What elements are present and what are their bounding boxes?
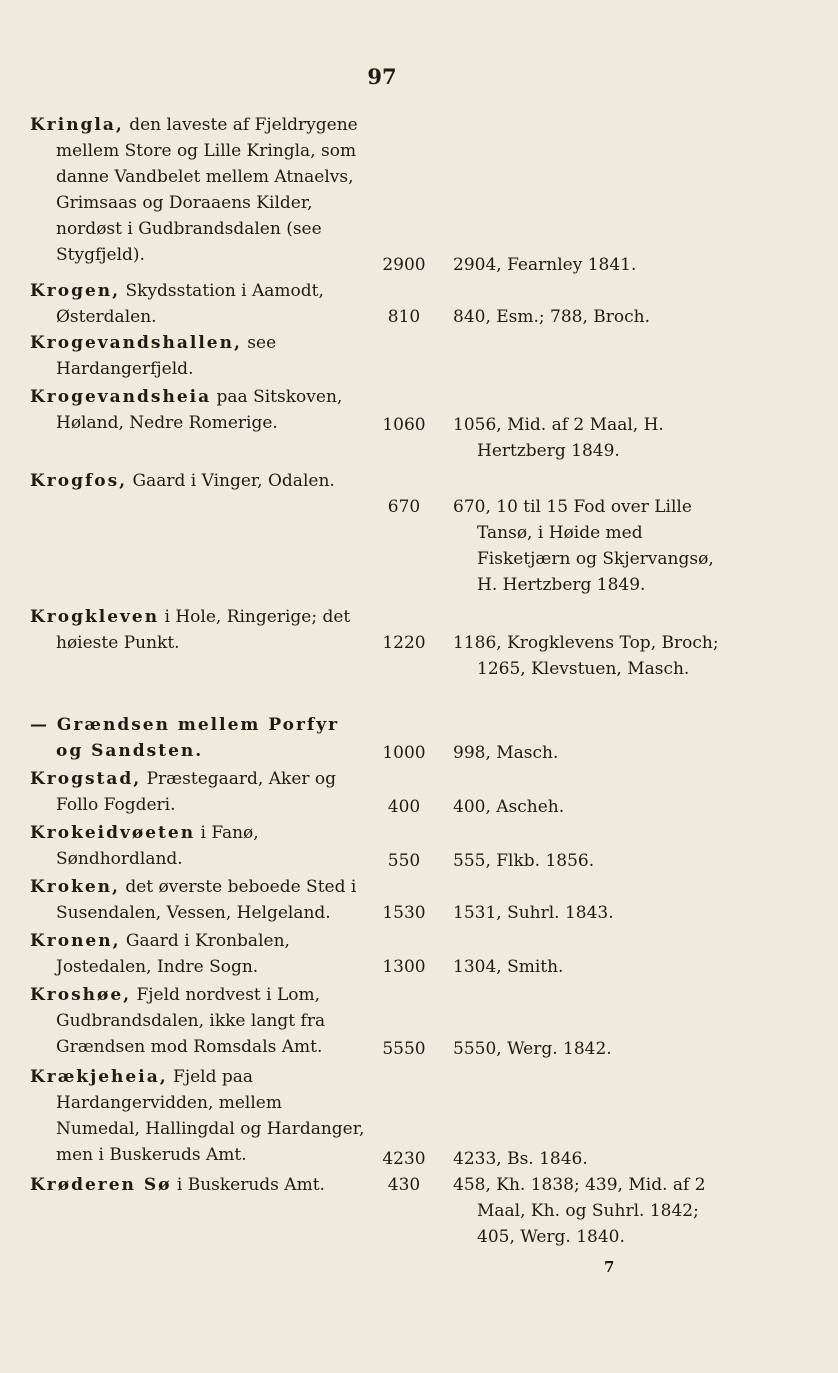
entry-source: 4233, Bs. 1846. [453, 1149, 588, 1169]
entry-description: Fjeld nordvest i Lom, Gudbrandsdalen, ikke langt fra Grændsen mod Romsdals Amt. [56, 985, 326, 1057]
entry-description: det øverste beboede Sted i Susendalen, Vessen, Helgeland. [56, 877, 357, 923]
entry-description: Gaard i Kronbalen, Jostedalen, Indre Sogn. [56, 931, 290, 977]
entry-height: 430 [387, 1175, 421, 1195]
entry-headword: Krogen, [30, 281, 121, 301]
entry-description: Gaard i Vinger, Odalen. [127, 471, 335, 491]
entry-height: 1060 [382, 415, 426, 435]
entry-headword: — Grændsen mellem Porfyr og Sandsten. [30, 715, 340, 761]
entry-description: i Buskeruds Amt. [171, 1175, 325, 1195]
entry-description: Fjeld paa Hardangervidden, mellem Numedal, Hallingdal og Hardanger, men i Buskeruds Amt. [56, 1067, 365, 1165]
entry-headword: Krogevandsheia [30, 387, 212, 407]
entry-headword: Kringla, [30, 115, 124, 135]
entry-description: see Hardangerfjeld. [56, 333, 277, 379]
entry-height: 400 [387, 797, 421, 817]
entry-term [30, 820, 368, 872]
entry-headword: Krogevandshallen, [30, 333, 242, 353]
entry-height: 810 [387, 307, 421, 327]
entry-source: 998, Masch. [453, 743, 559, 763]
entry-headword: Krækjeheia, [30, 1067, 168, 1087]
entry-source: 840, Esm.; 788, Broch. [453, 307, 651, 327]
entry-height: 1300 [382, 957, 426, 977]
entry-term [30, 330, 368, 382]
entry-source: 1056, Mid. af 2 Maal, H. Hertzberg 1849. [453, 415, 664, 461]
entry-term [30, 1064, 368, 1168]
entry-term [30, 928, 368, 980]
signature-mark: 7 [604, 1258, 615, 1276]
entry-term [30, 712, 368, 764]
entry-height: 4230 [382, 1149, 426, 1169]
entry-source: 555, Flkb. 1856. [453, 851, 595, 871]
entry-headword: Kroshøe, [30, 985, 132, 1005]
entry-description: Præstegaard, Aker og Follo Fogderi. [56, 769, 337, 815]
entry-source: 1186, Krogklevens Top, Broch; 1265, Klevstuen, Masch. [453, 633, 719, 679]
entry-headword: Krogfos, [30, 471, 128, 491]
entry-source: 5550, Werg. 1842. [453, 1039, 612, 1059]
entry-term [30, 112, 368, 268]
entry-headword: Krokeidvøeten [30, 823, 196, 843]
entry-height: 1220 [382, 633, 426, 653]
entry-height: 2900 [382, 255, 426, 275]
entry-headword: Kroken, [30, 877, 120, 897]
entry-term [30, 1172, 368, 1198]
entry-headword: Krogkleven [30, 607, 160, 627]
entry-source: 1531, Suhrl. 1843. [453, 903, 614, 923]
entry-description: Skydsstation i Aamodt, Østerdalen. [56, 281, 324, 327]
page-number: 97 [367, 64, 397, 89]
entry-headword: Kronen, [30, 931, 121, 951]
entry-source: 458, Kh. 1838; 439, Mid. af 2 Maal, Kh. og Suhrl. 1842; 405, Werg. 1840. [453, 1175, 706, 1247]
entry-term [30, 604, 368, 656]
entry-headword: Krøderen Sø [30, 1175, 172, 1195]
entry-description: den laveste af Fjeldrygene mellem Store og Lille Kringla, som danne Vandbelet mellem Atnaelvs, Grimsaas og Doraaens Kilder, nordøst i Gudbrandsdalen (see Stygfjeld). [56, 115, 358, 265]
entry-description: i Hole, Ringerige; det høieste Punkt. [56, 607, 351, 653]
entry-source: 400, Ascheh. [453, 797, 565, 817]
entry-term [30, 468, 368, 494]
entry-source: 1304, Smith. [453, 957, 564, 977]
entry-source: 670, 10 til 15 Fod over Lille Tansø, i Høide med Fisketjærn og Skjervangsø, H. Hertzberg 1849. [453, 497, 714, 595]
entry-height: 1000 [382, 743, 426, 763]
entry-headword: Krogstad, [30, 769, 142, 789]
entry-description: paa Sitskoven, Høland, Nedre Romerige. [56, 387, 343, 433]
entry-height: 550 [387, 851, 421, 871]
entry-term [30, 384, 368, 436]
entry-term [30, 278, 368, 330]
entry-term [30, 874, 368, 926]
entry-height: 5550 [382, 1039, 426, 1059]
entry-term [30, 766, 368, 818]
entry-source: 2904, Fearnley 1841. [453, 255, 637, 275]
entry-description: i Fanø, Søndhordland. [56, 823, 259, 869]
entry-term [30, 982, 368, 1060]
entry-height: 670 [387, 497, 421, 517]
entry-height: 1530 [382, 903, 426, 923]
